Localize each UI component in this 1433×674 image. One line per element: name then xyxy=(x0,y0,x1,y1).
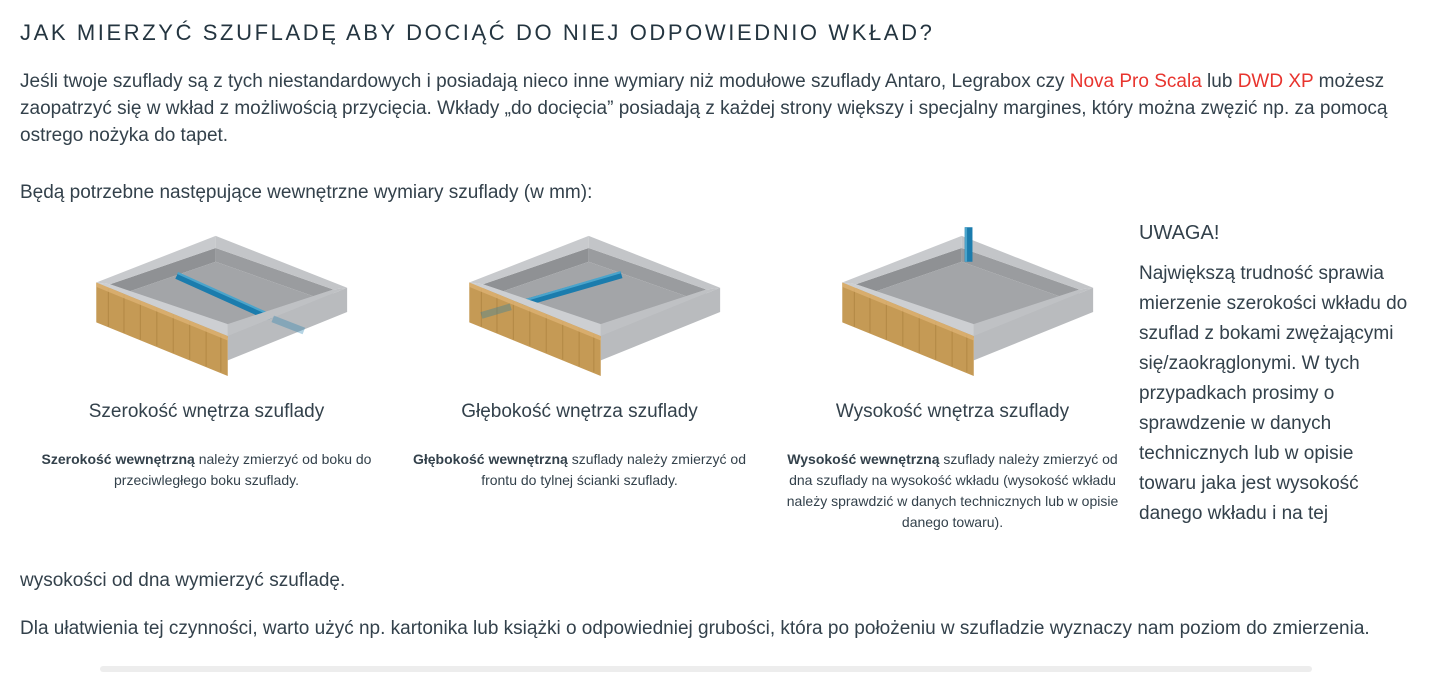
intro-text-2: lub xyxy=(1201,71,1238,92)
figure-height-note-lead: Wysokość wewnętrzną xyxy=(787,451,940,467)
link-dwd-xp[interactable]: DWD XP xyxy=(1237,71,1314,92)
figure-depth-caption: Głębokość wnętrza szuflady xyxy=(461,401,698,422)
figure-width-note-lead: Szerokość wewnętrzną xyxy=(41,451,195,467)
drawer-depth-illustration xyxy=(424,222,736,395)
figure-width-note xyxy=(31,449,383,491)
intro-text-1: Jeśli twoje szuflady są z tych niestandardowych i posiadają nieco inne wymiary niż modułowe szuflady Antaro, Legrabox czy xyxy=(20,71,1070,92)
figure-width-note-rest: należy zmierzyć od boku do przeciwległego boku szuflady. xyxy=(114,451,372,488)
drawer-width-illustration xyxy=(51,222,363,395)
figure-depth-note xyxy=(404,449,756,491)
figure-depth-note-rest: szuflady należy zmierzyć od frontu do tylnej ścianki szuflady. xyxy=(481,451,746,488)
content-row xyxy=(20,218,1413,533)
warning-column xyxy=(1139,218,1413,533)
figure-depth-note-lead: Głębokość wewnętrzną xyxy=(412,451,568,467)
figure-height-note xyxy=(777,449,1129,533)
bottom-divider xyxy=(100,666,1312,672)
figure-depth xyxy=(393,218,766,533)
closing-paragraph: Dla ułatwienia tej czynności, warto użyć np. kartonika lub książki o odpowiedniej grubości, która po położeniu w szufladzie wyznaczy nam poziom do zmierzenia. xyxy=(20,618,1370,639)
figure-height-caption: Wysokość wnętrza szuflady xyxy=(835,401,1070,422)
warning-title: UWAGA! xyxy=(1139,222,1220,244)
dimensions-intro: Będą potrzebne następujące wewnętrzne wymiary szuflady (w mm): xyxy=(20,182,593,203)
intro-paragraph xyxy=(20,68,1413,149)
warning-text: Największą trudność sprawia mierzenie szerokości wkładu do szuflad z bokami zwężającymi się/zaokrąglonymi. W tych przypadkach prosimy o sprawdzenie w danych technicznych lub w opisie towaru jaka jest wysokość danego wkładu i na tej xyxy=(1139,263,1408,524)
warning-continuation: wysokości od dna wymierzyć szufladę. xyxy=(20,570,346,591)
intro-text-3: możesz zaopatrzyć się w wkład z możliwością przycięcia. Wkłady „do docięcia” posiadają z każdej strony większy i specjalny margines, który można zwęzić np. za pomocą ostrego nożyka do tapet. xyxy=(20,71,1388,146)
figure-width-caption: Szerokość wnętrza szuflady xyxy=(88,401,325,422)
figure-height xyxy=(766,218,1139,533)
figures-row xyxy=(20,218,1139,533)
drawer-height-illustration xyxy=(797,222,1109,395)
link-nova-pro-scala[interactable]: Nova Pro Scala xyxy=(1069,71,1202,92)
figure-height-note-rest: szuflady należy zmierzyć od dna szuflady na wysokość wkładu (wysokość wkładu należy sprawdzić w danych technicznych lub w opisie danego towaru). xyxy=(786,451,1119,530)
page-title: JAK MIERZYĆ SZUFLADĘ ABY DOCIĄĆ DO NIEJ ODPOWIEDNIO WKŁAD? xyxy=(20,20,935,45)
figure-width xyxy=(20,218,393,533)
